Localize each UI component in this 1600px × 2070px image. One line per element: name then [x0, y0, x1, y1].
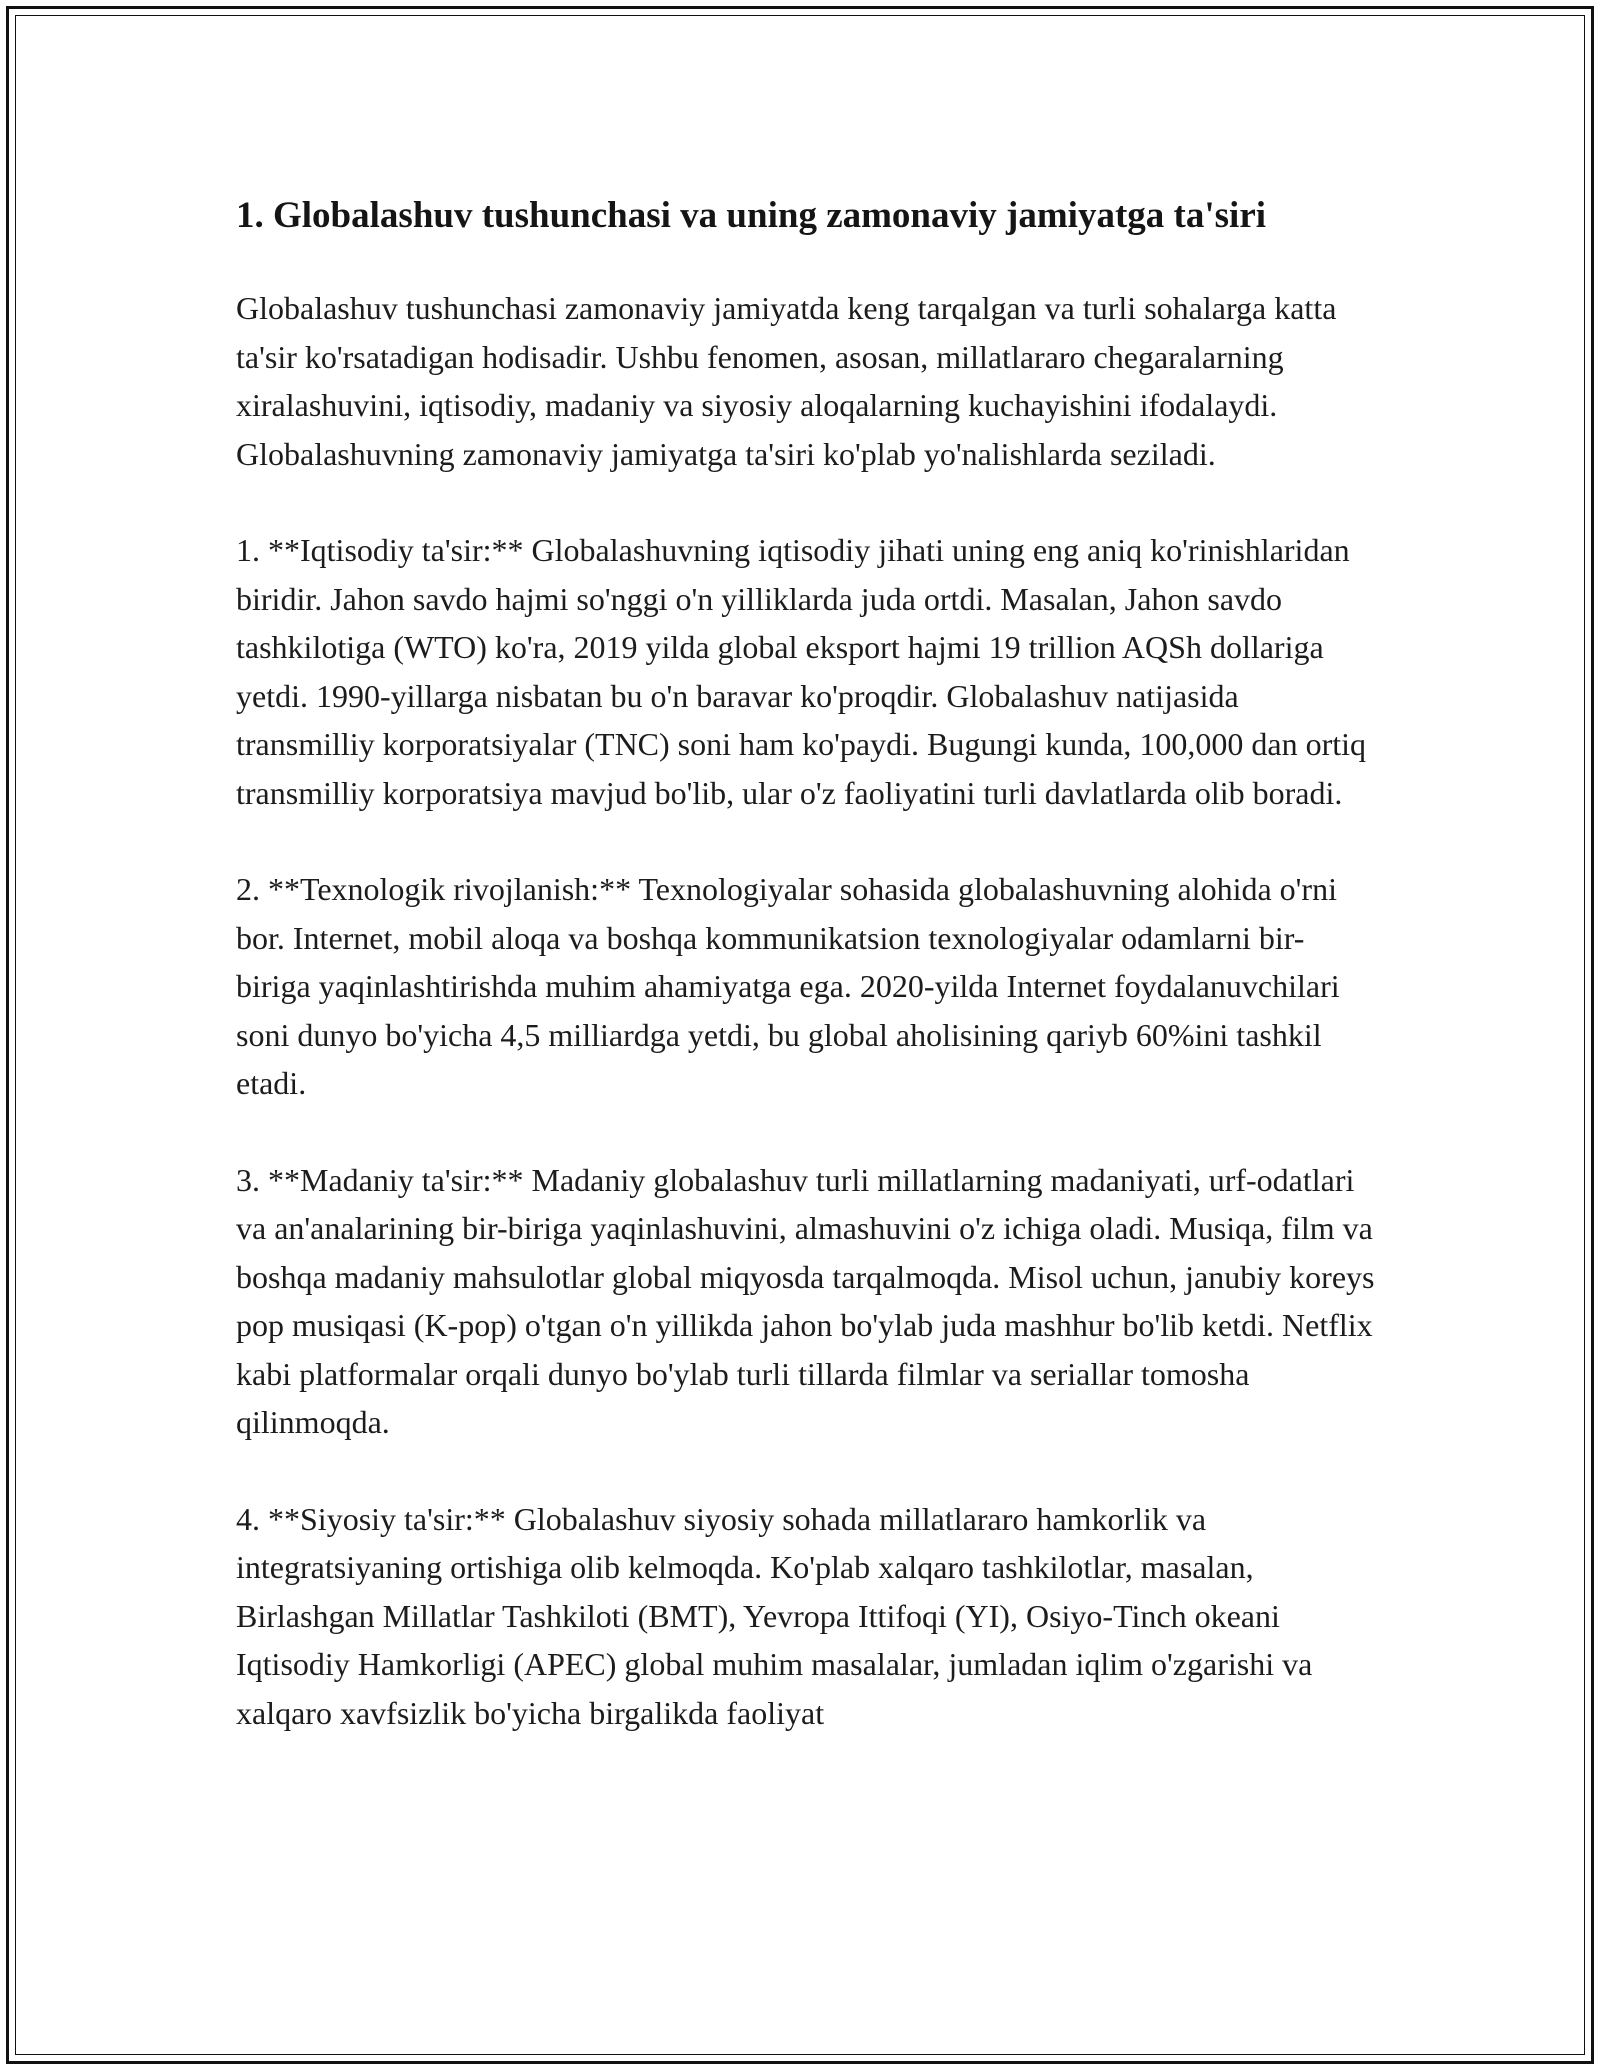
intro-paragraph: Globalashuv tushunchasi zamonaviy jamiyatda keng tarqalgan va turli sohalarga katta ta'sir ko'rsatadigan hodisadir. Ushbu fenomen, asosan, millatlararo chegaralarning xiralashuvini, iqtisodiy, madaniy va siyosiy aloqalarning kuchayishini ifodalaydi. Globalashuvning zamonaviy jamiyatga ta'siri ko'plab yo'nalishlarda seziladi. [236, 290, 1337, 472]
page-title: 1. Globalashuv tushunchasi va uning zamonaviy jamiyatga ta'siri [236, 195, 1267, 236]
paragraph-cultural-impact: 3. **Madaniy ta'sir:** Madaniy globalashuv turli millatlarning madaniyati, urf-odatlari va an'analarining bir-biriga yaqinlashuvini, almashuvini o'z ichiga oladi. Musiqa, film va boshqa madaniy mahsulotlar global miqyosda tarqalmoqda. Misol uchun, janubiy koreys pop musiqasi (K-pop) o'tgan o'n yillikda jahon bo'ylab juda mashhur bo'lib ketdi. Netflix kabi platformalar orqali dunyo bo'ylab turli tillarda filmlar va seriallar tomosha qilinmoqda. [236, 1161, 1375, 1440]
paragraph-economic-impact: 1. **Iqtisodiy ta'sir:** Globalashuvning iqtisodiy jihati uning eng aniq ko'rinishlaridan biridir. Jahon savdo hajmi so'nggi o'n yilliklarda juda ortdi. Masalan, Jahon savdo tashkilotiga (WTO) ko'ra, 2019 yilda global eksport hajmi 19 trillion AQSh dollariga yetdi. 1990-yillarga nisbatan bu o'n baravar ko'proqdir. Globalashuv natijasida transmilliy korporatsiyalar (TNC) soni ham ko'paydi. Bugungi kunda, 100,000 dan ortiq transmilliy korporatsiya mavjud bo'lib, ular o'z faoliyatini turli davlatlarda olib boradi. [236, 532, 1367, 811]
paragraph-technological-development: 2. **Texnologik rivojlanish:** Texnologiyalar sohasida globalashuvning alohida o'rni bor. Internet, mobil aloqa va boshqa kommunikatsion texnologiyalar odamlarni bir-biriga yaqinlashtirishda muhim ahamiyatga ega. 2020-yilda Internet foydalanuvchilari soni dunyo bo'yicha 4,5 milliardga yetdi, bu global aholisining qariyb 60%ini tashkil etadi. [236, 871, 1340, 1101]
document-body [236, 188, 1376, 1785]
paragraph-political-impact: 4. **Siyosiy ta'sir:** Globalashuv siyosiy sohada millatlararo hamkorlik va integratsiyaning ortishiga olib kelmoqda. Ko'plab xalqaro tashkilotlar, masalan, Birlashgan Millatlar Tashkiloti (BMT), Yevropa Ittifoqi (YI), Osiyo-Tinch okeani Iqtisodiy Hamkorligi (APEC) global muhim masalalar, jumladan iqlim o'zgarishi va xalqaro xavfsizlik bo'yicha birgalikda faoliyat [236, 1500, 1313, 1731]
